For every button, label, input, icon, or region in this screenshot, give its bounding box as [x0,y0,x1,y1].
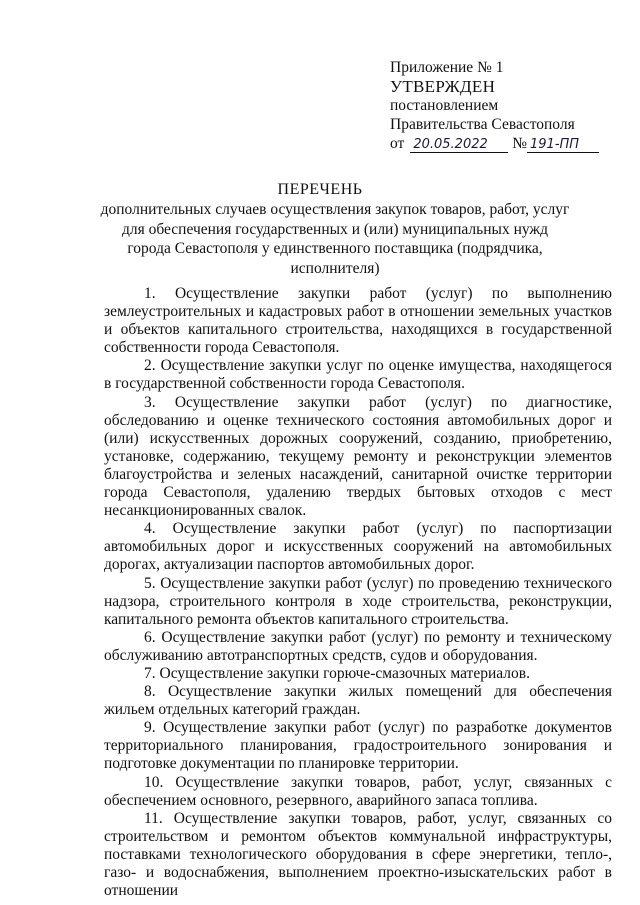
list-item: 3. Осуществление закупки работ (услуг) по диагностике, обследованию и оценке технического состояния автомобильных дорог и (или) искусственных дорожных сооружений, созданию, приобретению, установке, содержанию, текущему ремонту и реконструкции элементов благоустройства и зеленых насаждений, санитарной очистке территории города Севастополя, удалению твердых бытовых отходов с мест несанкционированных свалок. [104,393,612,520]
list-item: 7. Осуществление закупки горюче-смазочных материалов. [144,664,530,682]
document-title: ПЕРЕЧЕНЬ [277,181,363,198]
list-item: 8. Осуществление закупки жилых помещений для обеспечения жильем отдельных категорий граждан. [104,683,612,719]
appendix-label: Приложение № 1 [390,59,504,76]
decree-date-number [390,134,630,153]
document-subtitle: дополнительных случаев осуществления закупок товаров, работ, услуг для обеспечения государственных и (или) муниципальных нужд города Севастополя у единственного поставщика (подрядчика, исполнителя) [100,201,570,277]
list-item: 10. Осуществление закупки товаров, работ, услуг, связанных с обеспечением основного, резервного, аварийного запаса топлива. [104,773,612,809]
decree-date: 20.05.2022 [410,138,508,153]
list-item: 9. Осуществление закупки работ (услуг) по разработке документов территориального планирования, градостроительного зонирования и подготовке документации по планировке территории. [104,719,612,773]
list-item: 1. Осуществление закупки работ (услуг) по выполнению землеустроительных и кадастровых работ в отношении земельных участков и объектов капитального строительства, находящихся в государственной собственности города Севастополя. [104,285,612,357]
number-prefix: № [512,135,527,152]
from-prefix: от [390,135,405,152]
approval-block [390,58,630,153]
list-item: 11. Осуществление закупки товаров, работ, услуг, связанных со строительством и ремонтом объектов коммунальной инфраструктуры, поставками технологического оборудования в сфере энергетики, тепло-, газо- и водоснабжения, выполнением проектно-изыскательских работ в отношении [104,809,612,900]
government-label: Правительства Севастополя [390,116,575,133]
approved-label: УТВЕРЖДЕН [390,77,496,96]
list-item: 5. Осуществление закупки работ (услуг) по проведению технического надзора, строительного контроля в ходе строительства, реконструкции, капитального ремонта объектов капитального строительства. [104,574,612,628]
decree-number: 191-ПП [527,138,599,153]
list-item: 4. Осуществление закупки работ (услуг) по паспортизации автомобильных дорог и искусственных сооружений на автомобильных дорогах, актуализации паспортов автомобильных дорог. [104,520,612,574]
list-item: 6. Осуществление закупки работ (услуг) по ремонту и техническому обслуживанию автотранспортных средств, судов и оборудования. [104,628,612,664]
list-item: 2. Осуществление закупки услуг по оценке имущества, находящегося в государственной собственности города Севастополя. [104,357,612,393]
items-list [104,285,612,900]
decree-label: постановлением [390,97,499,114]
